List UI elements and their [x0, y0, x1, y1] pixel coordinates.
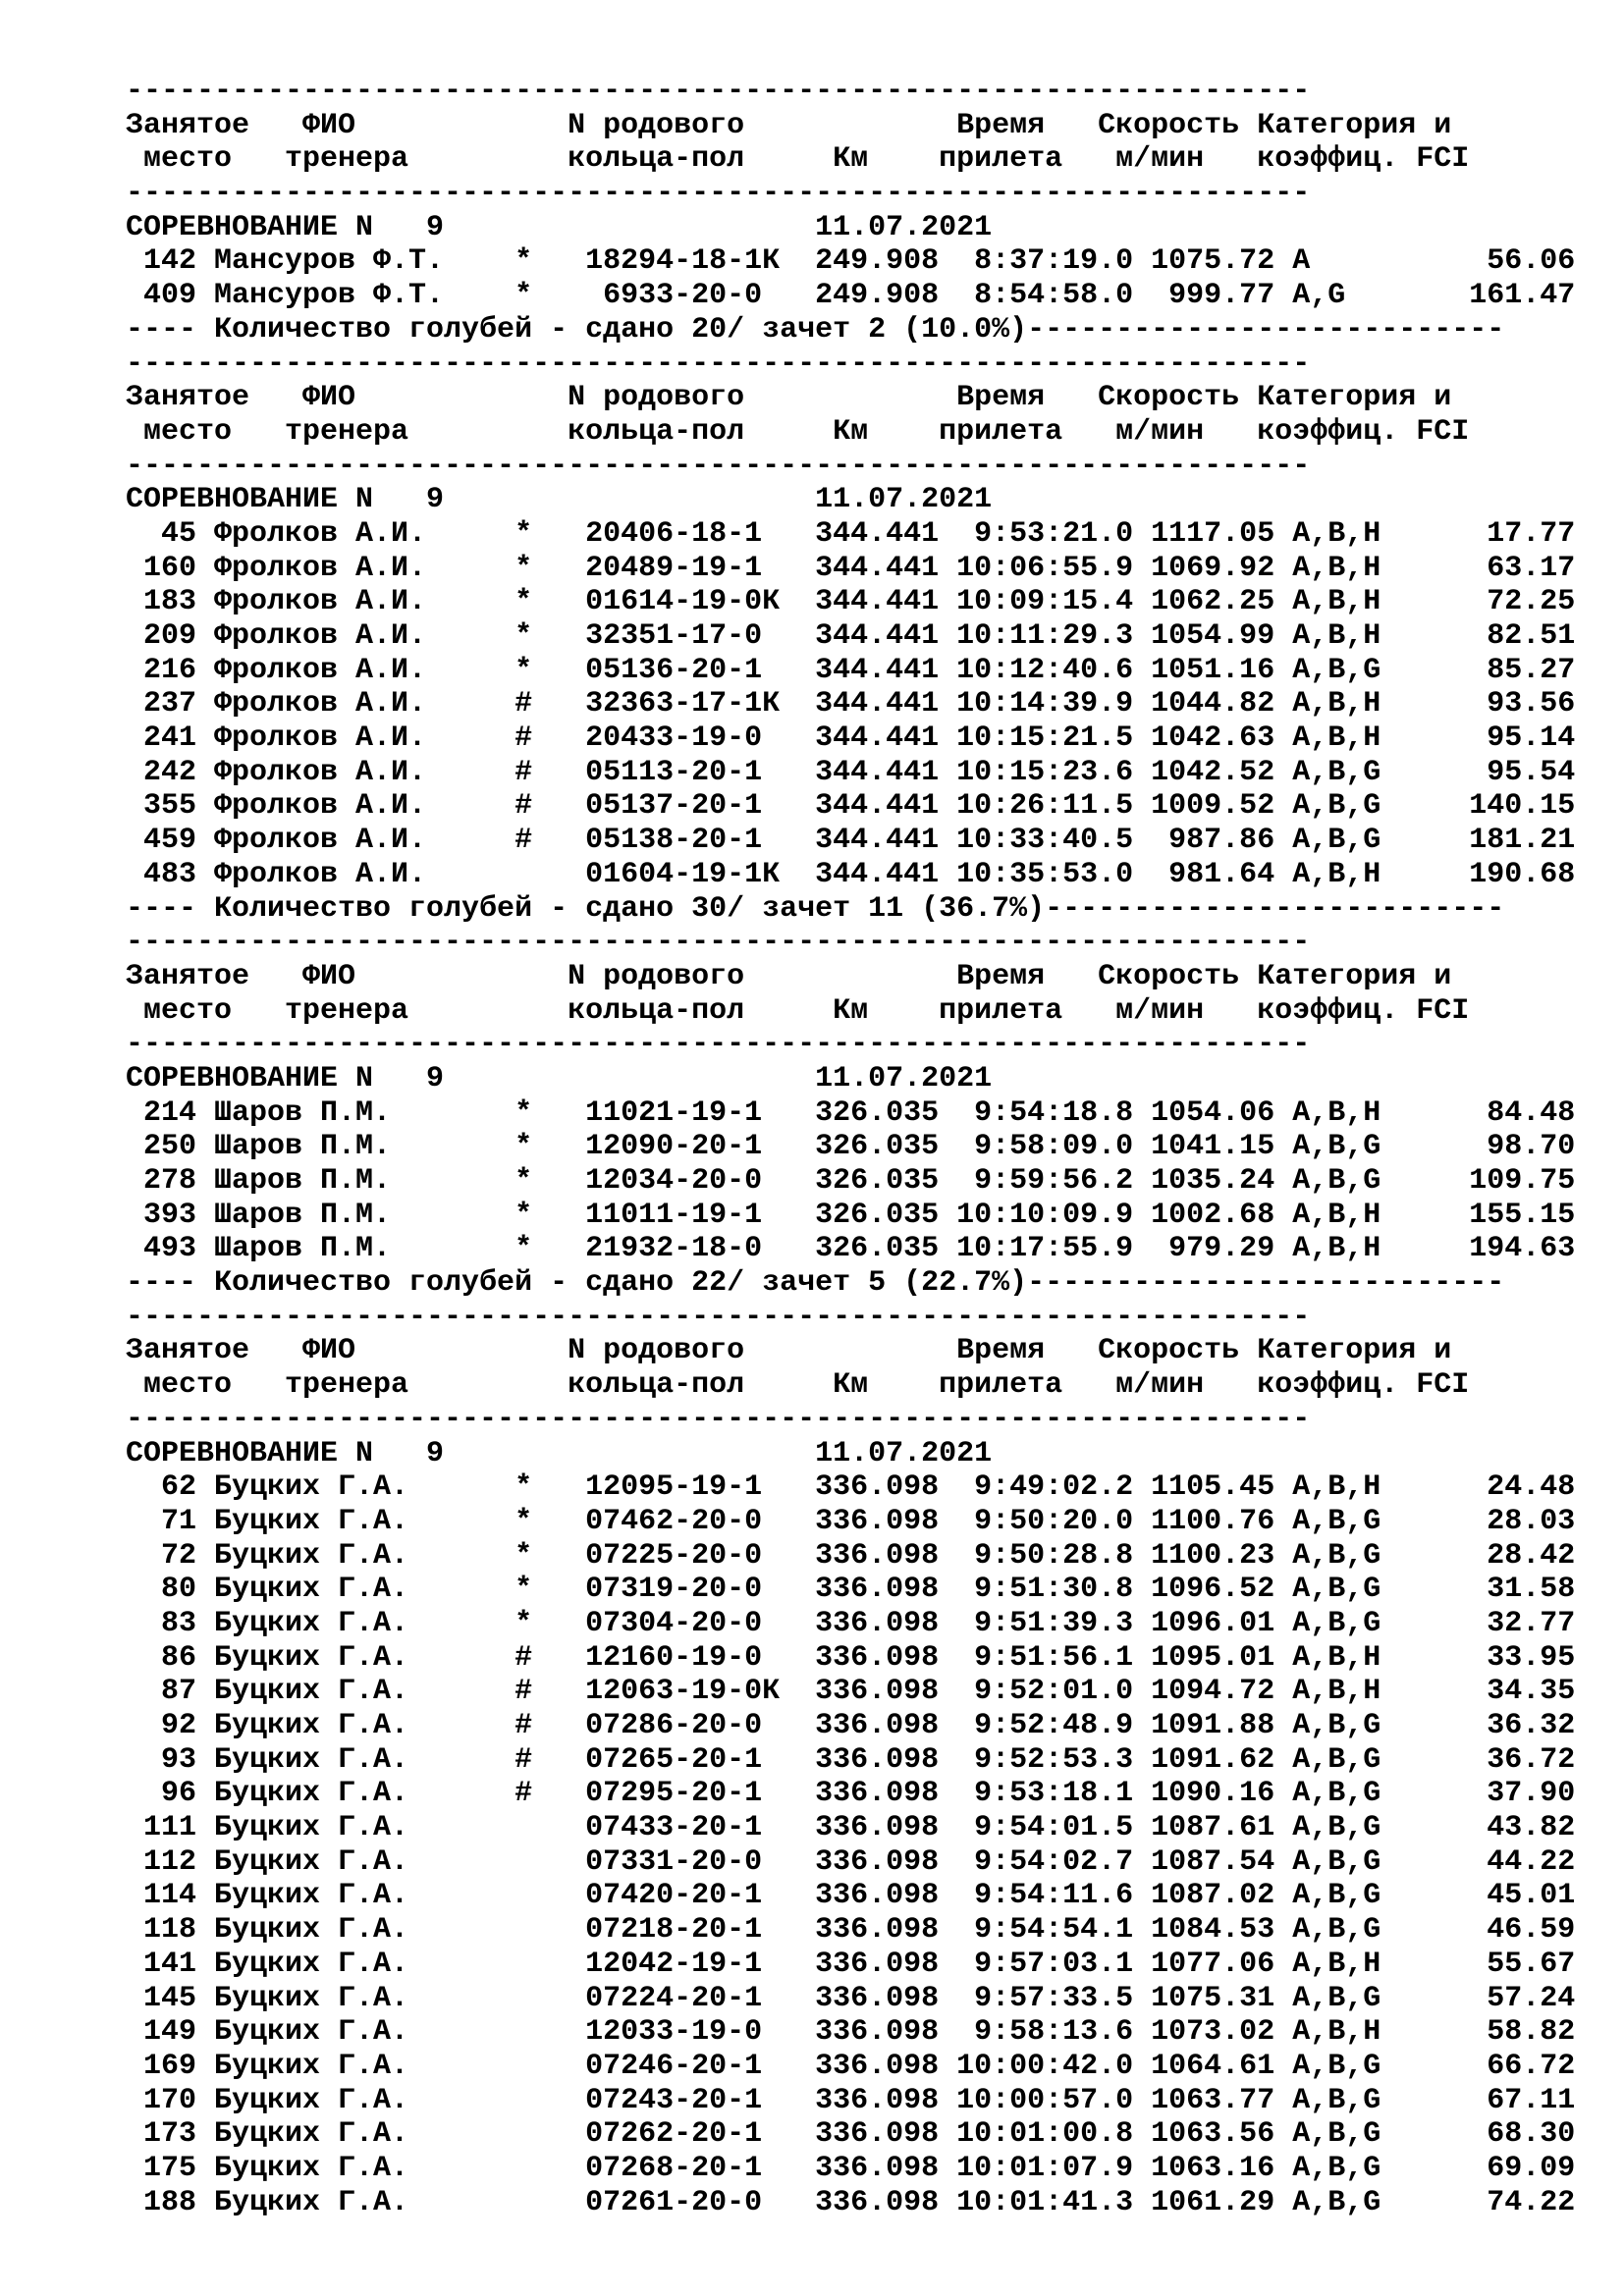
report-line: -------------------------------------------------------------------	[126, 1402, 1311, 1436]
report-line: -------------------------------------------------------------------	[126, 1028, 1311, 1062]
report-line: СОРЕВНОВАНИЕ N 9 11.07.2021	[126, 1436, 993, 1470]
report-line: ---- Количество голубей - сдано 30/ зачет 11 (36.7%)--------------------------	[126, 891, 1505, 926]
report-line: 393 Шаров П.М. * 11011-19-1 326.035 10:10:09.9 1002.68 A,B,H 155.15	[126, 1198, 1576, 1232]
report-line: 188 Буцких Г.А. 07261-20-0 336.098 10:01:41.3 1061.29 A,B,G 74.22	[126, 2185, 1576, 2219]
report-line: 45 Фролков А.И. * 20406-18-1 344.441 9:53:21.0 1117.05 A,B,H 17.77	[126, 516, 1576, 551]
report-line: 355 Фролков А.И. # 05137-20-1 344.441 10:26:11.5 1009.52 A,B,G 140.15	[126, 789, 1576, 824]
report-line: 250 Шаров П.М. * 12090-20-1 326.035 9:58:09.0 1041.15 A,B,G 98.70	[126, 1130, 1576, 1164]
report-line: -------------------------------------------------------------------	[126, 347, 1311, 381]
report-line: 83 Буцких Г.А. * 07304-20-0 336.098 9:51:39.3 1096.01 A,B,G 32.77	[126, 1606, 1576, 1640]
report-line: 278 Шаров П.М. * 12034-20-0 326.035 9:59:56.2 1035.24 A,B,G 109.75	[126, 1164, 1576, 1198]
report-line: 80 Буцких Г.А. * 07319-20-0 336.098 9:51:30.8 1096.52 A,B,G 31.58	[126, 1573, 1576, 1607]
report-line: место тренера кольца-пол Км прилета м/мин коэффиц. FCI	[126, 414, 1470, 449]
report-line: 71 Буцких Г.А. * 07462-20-0 336.098 9:50:20.0 1100.76 A,B,G 28.03	[126, 1504, 1576, 1538]
report-line: 216 Фролков А.И. * 05136-20-1 344.441 10:12:40.6 1051.16 A,B,G 85.27	[126, 653, 1576, 687]
race-results-report	[126, 75, 1575, 2219]
report-line: место тренера кольца-пол Км прилета м/мин коэффиц. FCI	[126, 1368, 1470, 1403]
report-line: 183 Фролков А.И. * 01614-19-0К 344.441 10:09:15.4 1062.25 A,B,H 72.25	[126, 585, 1576, 619]
report-line: СОРЕВНОВАНИЕ N 9 11.07.2021	[126, 1061, 993, 1095]
report-line: 141 Буцких Г.А. 12042-19-1 336.098 9:57:03.1 1077.06 A,B,H 55.67	[126, 1947, 1576, 1981]
report-line: 237 Фролков А.И. # 32363-17-1К 344.441 10:14:39.9 1044.82 A,B,H 93.56	[126, 687, 1576, 721]
report-line: 114 Буцких Г.А. 07420-20-1 336.098 9:54:11.6 1087.02 A,B,G 45.01	[126, 1879, 1576, 1913]
report-line: место тренера кольца-пол Км прилета м/мин коэффиц. FCI	[126, 993, 1470, 1028]
report-line: -------------------------------------------------------------------	[126, 1300, 1311, 1334]
report-line: 62 Буцких Г.А. * 12095-19-1 336.098 9:49:02.2 1105.45 A,B,H 24.48	[126, 1470, 1576, 1505]
report-line: 112 Буцких Г.А. 07331-20-0 336.098 9:54:02.7 1087.54 A,B,G 44.22	[126, 1844, 1576, 1879]
report-line: 142 Мансуров Ф.Т. * 18294-18-1К 249.908 8:37:19.0 1075.72 A 56.06	[126, 244, 1576, 279]
report-line: 149 Буцких Г.А. 12033-19-0 336.098 9:58:13.6 1073.02 A,B,H 58.82	[126, 2015, 1576, 2050]
report-line: СОРЕВНОВАНИЕ N 9 11.07.2021	[126, 210, 993, 244]
report-line: -------------------------------------------------------------------	[126, 75, 1311, 108]
report-line: 493 Шаров П.М. * 21932-18-0 326.035 10:17:55.9 979.29 A,B,H 194.63	[126, 1232, 1576, 1266]
report-line: Занятое ФИО N родового Время Скорость Категория и	[126, 1334, 1452, 1368]
report-line: Занятое ФИО N родового Время Скорость Категория и	[126, 381, 1452, 415]
report-line: 241 Фролков А.И. # 20433-19-0 344.441 10:15:21.5 1042.63 A,B,H 95.14	[126, 721, 1576, 756]
report-line: 214 Шаров П.М. * 11021-19-1 326.035 9:54:18.8 1054.06 A,B,H 84.48	[126, 1095, 1576, 1130]
report-line: 409 Мансуров Ф.Т. * 6933-20-0 249.908 8:54:58.0 999.77 A,G 161.47	[126, 279, 1576, 313]
report-line: 87 Буцких Г.А. # 12063-19-0К 336.098 9:52:01.0 1094.72 A,B,H 34.35	[126, 1675, 1576, 1709]
report-line: 242 Фролков А.И. # 05113-20-1 344.441 10:15:23.6 1042.52 A,B,G 95.54	[126, 755, 1576, 789]
report-line: 209 Фролков А.И. * 32351-17-0 344.441 10:11:29.3 1054.99 A,B,H 82.51	[126, 619, 1576, 653]
report-line: 72 Буцких Г.А. * 07225-20-0 336.098 9:50:28.8 1100.23 A,B,G 28.42	[126, 1538, 1576, 1573]
report-line: 86 Буцких Г.А. # 12160-19-0 336.098 9:51:56.1 1095.01 A,B,H 33.95	[126, 1640, 1576, 1675]
report-line: -------------------------------------------------------------------	[126, 449, 1311, 483]
report-line: Занятое ФИО N родового Время Скорость Категория и	[126, 108, 1452, 142]
report-line: 93 Буцких Г.А. # 07265-20-1 336.098 9:52:53.3 1091.62 A,B,G 36.72	[126, 1742, 1576, 1777]
report-line: место тренера кольца-пол Км прилета м/мин коэффиц. FCI	[126, 142, 1470, 177]
report-line: 483 Фролков А.И. 01604-19-1К 344.441 10:35:53.0 981.64 A,B,H 190.68	[126, 857, 1576, 891]
report-line: 118 Буцких Г.А. 07218-20-1 336.098 9:54:54.1 1084.53 A,B,G 46.59	[126, 1913, 1576, 1948]
report-line: 459 Фролков А.И. # 05138-20-1 344.441 10:33:40.5 987.86 A,B,G 181.21	[126, 824, 1576, 858]
report-line: -------------------------------------------------------------------	[126, 177, 1311, 211]
report-line: ---- Количество голубей - сдано 20/ зачет 2 (10.0%)---------------------------	[126, 312, 1505, 347]
report-line: 96 Буцких Г.А. # 07295-20-1 336.098 9:53:18.1 1090.16 A,B,G 37.90	[126, 1777, 1576, 1811]
report-line: -------------------------------------------------------------------	[126, 926, 1311, 960]
report-line: 92 Буцких Г.А. # 07286-20-0 336.098 9:52:48.9 1091.88 A,B,G 36.32	[126, 1709, 1576, 1742]
report-line: ---- Количество голубей - сдано 22/ зачет 5 (22.7%)---------------------------	[126, 1266, 1505, 1301]
report-line: 169 Буцких Г.А. 07246-20-1 336.098 10:00:42.0 1064.61 A,B,G 66.72	[126, 2049, 1576, 2083]
report-line: 175 Буцких Г.А. 07268-20-1 336.098 10:01:07.9 1063.16 A,B,G 69.09	[126, 2151, 1576, 2185]
report-line: Занятое ФИО N родового Время Скорость Категория и	[126, 959, 1452, 993]
report-line: 160 Фролков А.И. * 20489-19-1 344.441 10:06:55.9 1069.92 A,B,H 63.17	[126, 551, 1576, 585]
report-line: 173 Буцких Г.А. 07262-20-1 336.098 10:01:00.8 1063.56 A,B,G 68.30	[126, 2117, 1576, 2152]
report-line: СОРЕВНОВАНИЕ N 9 11.07.2021	[126, 483, 993, 517]
report-line: 170 Буцких Г.А. 07243-20-1 336.098 10:00:57.0 1063.77 A,B,G 67.11	[126, 2083, 1576, 2117]
report-line: 111 Буцких Г.А. 07433-20-1 336.098 9:54:01.5 1087.61 A,B,G 43.82	[126, 1811, 1576, 1845]
report-line: 145 Буцких Г.А. 07224-20-1 336.098 9:57:33.5 1075.31 A,B,G 57.24	[126, 1981, 1576, 2015]
